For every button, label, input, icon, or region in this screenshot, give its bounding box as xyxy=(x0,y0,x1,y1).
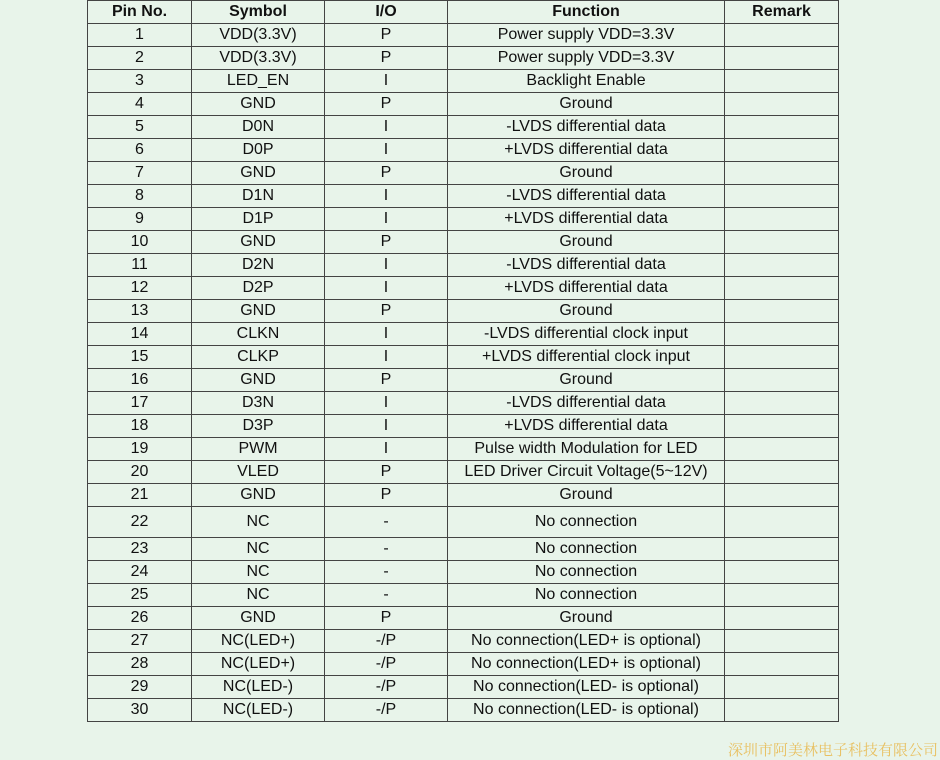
remark-cell xyxy=(725,323,839,346)
io-cell: P xyxy=(325,300,448,323)
table-header-row xyxy=(88,1,839,24)
symbol-cell: D3N xyxy=(192,392,325,415)
function-cell: -LVDS differential data xyxy=(448,185,725,208)
table-row xyxy=(88,507,839,538)
table-row xyxy=(88,254,839,277)
io-cell: I xyxy=(325,208,448,231)
pin-no-cell: 19 xyxy=(88,438,192,461)
pin-no-cell: 26 xyxy=(88,607,192,630)
pin-no-cell: 10 xyxy=(88,231,192,254)
io-cell: P xyxy=(325,47,448,70)
symbol-cell: D3P xyxy=(192,415,325,438)
symbol-cell: GND xyxy=(192,607,325,630)
pin-no-cell: 11 xyxy=(88,254,192,277)
function-cell: -LVDS differential data xyxy=(448,254,725,277)
function-cell: Ground xyxy=(448,93,725,116)
pin-no-cell: 28 xyxy=(88,653,192,676)
table-row xyxy=(88,116,839,139)
symbol-cell: D0N xyxy=(192,116,325,139)
symbol-cell: D2N xyxy=(192,254,325,277)
remark-cell xyxy=(725,47,839,70)
table-row xyxy=(88,185,839,208)
table-row xyxy=(88,162,839,185)
pin-no-cell: 23 xyxy=(88,538,192,561)
symbol-cell: GND xyxy=(192,162,325,185)
remark-cell xyxy=(725,116,839,139)
remark-cell xyxy=(725,415,839,438)
remark-cell xyxy=(725,676,839,699)
pin-no-cell: 3 xyxy=(88,70,192,93)
io-cell: I xyxy=(325,254,448,277)
remark-cell xyxy=(725,461,839,484)
io-cell: I xyxy=(325,185,448,208)
table-row xyxy=(88,277,839,300)
symbol-cell: D1N xyxy=(192,185,325,208)
io-cell: P xyxy=(325,162,448,185)
function-cell: Pulse width Modulation for LED xyxy=(448,438,725,461)
io-cell: P xyxy=(325,607,448,630)
io-cell: P xyxy=(325,484,448,507)
table-body xyxy=(88,24,839,722)
function-cell: Ground xyxy=(448,369,725,392)
io-cell: - xyxy=(325,561,448,584)
function-cell: No connection xyxy=(448,507,725,538)
table-row xyxy=(88,392,839,415)
io-cell: P xyxy=(325,369,448,392)
table-row xyxy=(88,538,839,561)
function-cell: Ground xyxy=(448,607,725,630)
remark-cell xyxy=(725,231,839,254)
function-cell: No connection(LED- is optional) xyxy=(448,699,725,722)
table-row xyxy=(88,70,839,93)
table-row xyxy=(88,676,839,699)
function-cell: Ground xyxy=(448,300,725,323)
table-row xyxy=(88,484,839,507)
remark-cell xyxy=(725,185,839,208)
header-remark: Remark xyxy=(725,1,839,24)
table-row xyxy=(88,461,839,484)
function-cell: +LVDS differential data xyxy=(448,208,725,231)
symbol-cell: PWM xyxy=(192,438,325,461)
io-cell: I xyxy=(325,70,448,93)
symbol-cell: NC xyxy=(192,561,325,584)
pin-no-cell: 5 xyxy=(88,116,192,139)
symbol-cell: CLKP xyxy=(192,346,325,369)
table-row xyxy=(88,584,839,607)
pin-no-cell: 21 xyxy=(88,484,192,507)
pin-no-cell: 15 xyxy=(88,346,192,369)
table-row xyxy=(88,561,839,584)
function-cell: +LVDS differential data xyxy=(448,277,725,300)
pin-assignment-table xyxy=(87,0,839,722)
io-cell: I xyxy=(325,415,448,438)
function-cell: -LVDS differential clock input xyxy=(448,323,725,346)
io-cell: I xyxy=(325,438,448,461)
table-row xyxy=(88,323,839,346)
io-cell: - xyxy=(325,507,448,538)
table-row xyxy=(88,93,839,116)
io-cell: -/P xyxy=(325,676,448,699)
io-cell: P xyxy=(325,93,448,116)
function-cell: Ground xyxy=(448,162,725,185)
function-cell: No connection(LED+ is optional) xyxy=(448,630,725,653)
table-row xyxy=(88,369,839,392)
table-row xyxy=(88,24,839,47)
header-symbol: Symbol xyxy=(192,1,325,24)
table-row xyxy=(88,300,839,323)
pin-no-cell: 1 xyxy=(88,24,192,47)
pin-no-cell: 18 xyxy=(88,415,192,438)
pin-no-cell: 30 xyxy=(88,699,192,722)
symbol-cell: GND xyxy=(192,484,325,507)
pin-no-cell: 25 xyxy=(88,584,192,607)
pin-no-cell: 16 xyxy=(88,369,192,392)
symbol-cell: GND xyxy=(192,231,325,254)
function-cell: -LVDS differential data xyxy=(448,392,725,415)
header-io: I/O xyxy=(325,1,448,24)
remark-cell xyxy=(725,538,839,561)
company-watermark: 深圳市阿美林电子科技有限公司 xyxy=(727,741,938,759)
remark-cell xyxy=(725,208,839,231)
symbol-cell: D0P xyxy=(192,139,325,162)
io-cell: I xyxy=(325,323,448,346)
symbol-cell: NC(LED-) xyxy=(192,699,325,722)
symbol-cell: NC xyxy=(192,538,325,561)
pin-no-cell: 24 xyxy=(88,561,192,584)
io-cell: -/P xyxy=(325,630,448,653)
function-cell: Backlight Enable xyxy=(448,70,725,93)
io-cell: -/P xyxy=(325,699,448,722)
pin-no-cell: 20 xyxy=(88,461,192,484)
io-cell: I xyxy=(325,139,448,162)
table-row xyxy=(88,346,839,369)
table-row xyxy=(88,139,839,162)
function-cell: No connection xyxy=(448,561,725,584)
function-cell: +LVDS differential data xyxy=(448,415,725,438)
pin-no-cell: 12 xyxy=(88,277,192,300)
pin-no-cell: 8 xyxy=(88,185,192,208)
remark-cell xyxy=(725,93,839,116)
function-cell: No connection(LED+ is optional) xyxy=(448,653,725,676)
symbol-cell: VDD(3.3V) xyxy=(192,24,325,47)
function-cell: Power supply VDD=3.3V xyxy=(448,47,725,70)
function-cell: No connection xyxy=(448,538,725,561)
remark-cell xyxy=(725,300,839,323)
remark-cell xyxy=(725,162,839,185)
remark-cell xyxy=(725,277,839,300)
table-row xyxy=(88,415,839,438)
pin-no-cell: 22 xyxy=(88,507,192,538)
symbol-cell: NC xyxy=(192,507,325,538)
io-cell: - xyxy=(325,538,448,561)
io-cell: P xyxy=(325,24,448,47)
symbol-cell: GND xyxy=(192,369,325,392)
remark-cell xyxy=(725,24,839,47)
pin-no-cell: 9 xyxy=(88,208,192,231)
symbol-cell: CLKN xyxy=(192,323,325,346)
function-cell: LED Driver Circuit Voltage(5~12V) xyxy=(448,461,725,484)
symbol-cell: VLED xyxy=(192,461,325,484)
remark-cell xyxy=(725,507,839,538)
symbol-cell: GND xyxy=(192,93,325,116)
table-row xyxy=(88,630,839,653)
remark-cell xyxy=(725,630,839,653)
remark-cell xyxy=(725,561,839,584)
symbol-cell: NC(LED+) xyxy=(192,630,325,653)
remark-cell xyxy=(725,653,839,676)
table-row xyxy=(88,438,839,461)
symbol-cell: VDD(3.3V) xyxy=(192,47,325,70)
table-row xyxy=(88,231,839,254)
io-cell: -/P xyxy=(325,653,448,676)
header-pin-no: Pin No. xyxy=(88,1,192,24)
table-row xyxy=(88,699,839,722)
header-function: Function xyxy=(448,1,725,24)
remark-cell xyxy=(725,139,839,162)
pin-no-cell: 2 xyxy=(88,47,192,70)
pin-no-cell: 6 xyxy=(88,139,192,162)
io-cell: I xyxy=(325,346,448,369)
symbol-cell: NC(LED+) xyxy=(192,653,325,676)
remark-cell xyxy=(725,346,839,369)
io-cell: P xyxy=(325,461,448,484)
remark-cell xyxy=(725,254,839,277)
table-row xyxy=(88,47,839,70)
pin-no-cell: 13 xyxy=(88,300,192,323)
io-cell: I xyxy=(325,116,448,139)
pin-no-cell: 29 xyxy=(88,676,192,699)
pin-no-cell: 14 xyxy=(88,323,192,346)
function-cell: +LVDS differential data xyxy=(448,139,725,162)
function-cell: No connection xyxy=(448,584,725,607)
function-cell: -LVDS differential data xyxy=(448,116,725,139)
io-cell: I xyxy=(325,277,448,300)
function-cell: No connection(LED- is optional) xyxy=(448,676,725,699)
table-row xyxy=(88,653,839,676)
function-cell: +LVDS differential clock input xyxy=(448,346,725,369)
remark-cell xyxy=(725,70,839,93)
function-cell: Ground xyxy=(448,484,725,507)
symbol-cell: LED_EN xyxy=(192,70,325,93)
function-cell: Power supply VDD=3.3V xyxy=(448,24,725,47)
remark-cell xyxy=(725,699,839,722)
io-cell: - xyxy=(325,584,448,607)
symbol-cell: D2P xyxy=(192,277,325,300)
symbol-cell: NC(LED-) xyxy=(192,676,325,699)
pin-no-cell: 7 xyxy=(88,162,192,185)
function-cell: Ground xyxy=(448,231,725,254)
remark-cell xyxy=(725,584,839,607)
symbol-cell: GND xyxy=(192,300,325,323)
io-cell: P xyxy=(325,231,448,254)
pin-no-cell: 4 xyxy=(88,93,192,116)
remark-cell xyxy=(725,438,839,461)
remark-cell xyxy=(725,607,839,630)
symbol-cell: D1P xyxy=(192,208,325,231)
symbol-cell: NC xyxy=(192,584,325,607)
remark-cell xyxy=(725,369,839,392)
table-row xyxy=(88,208,839,231)
pin-no-cell: 17 xyxy=(88,392,192,415)
remark-cell xyxy=(725,392,839,415)
io-cell: I xyxy=(325,392,448,415)
remark-cell xyxy=(725,484,839,507)
table-row xyxy=(88,607,839,630)
pin-no-cell: 27 xyxy=(88,630,192,653)
